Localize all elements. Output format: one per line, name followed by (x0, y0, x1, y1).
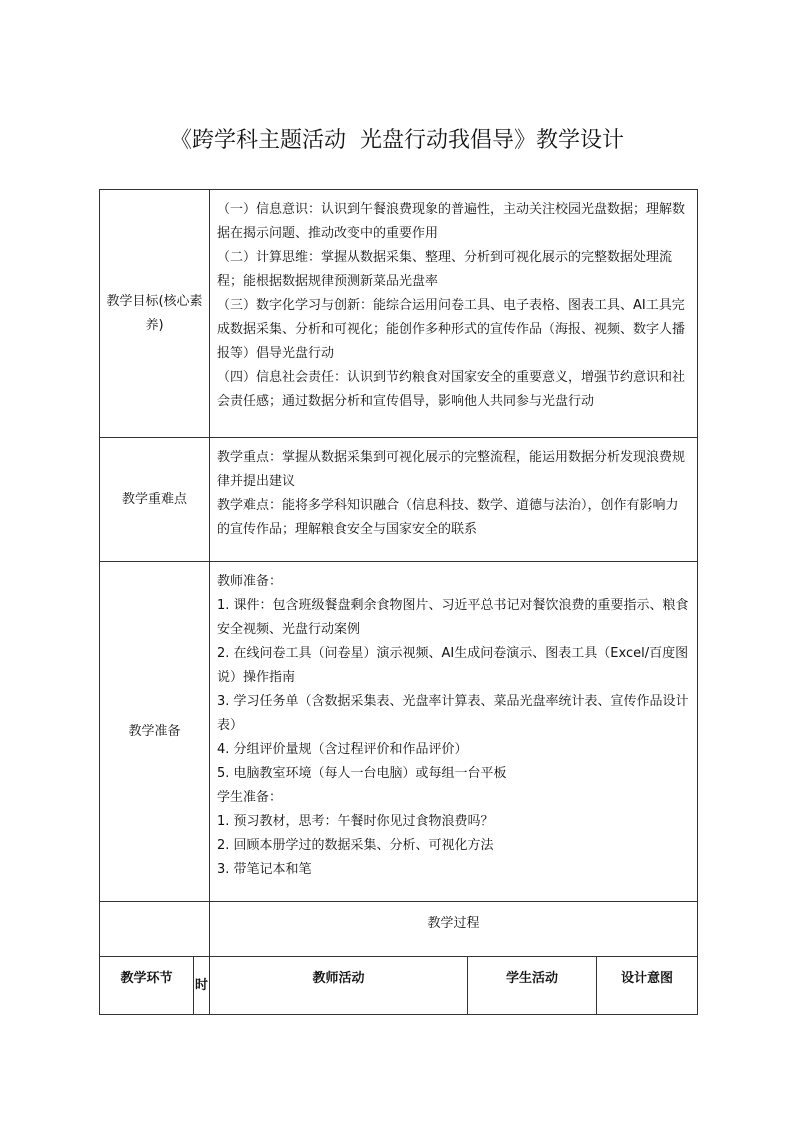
prep-line: 1. 课件：包含班级餐盘剩余食物图片、习近平总书记对餐饮浪费的重要指示、粮食安全视频、光盘行动案例 (217, 598, 689, 637)
header-student: 学生活动 (468, 957, 597, 1015)
lesson-design-table (99, 189, 698, 1015)
goal-line: （四）信息社会责任：认识到节约粮食对国家安全的重要意义，增强节约意识和社会责任感；通过数据分析和宣传倡导，影响他人共同参与光盘行动 (217, 370, 686, 409)
prep-line: 1. 预习教材，思考：午餐时你见过食物浪费吗？ (217, 814, 494, 829)
process-label: 教学过程 (210, 902, 698, 957)
preparation-label: 教学准备 (100, 562, 210, 902)
process-row (100, 902, 698, 957)
keypoints-content (210, 438, 698, 562)
goal-line: （三）数字化学习与创新：能综合运用问卷工具、电子表格、图表工具、AI工具完成数据采集、分析和可视化；能创作多种形式的宣传作品（海报、视频、数字人播报等）倡导光盘行动 (217, 298, 686, 361)
keypoints-label: 教学重难点 (100, 438, 210, 562)
goals-content (210, 190, 698, 438)
process-header-row (100, 957, 698, 1015)
keypoint-line: 教学重点：掌握从数据采集到可视化展示的完整流程，能运用数据分析发现浪费规律并提出建议 (217, 450, 686, 489)
document-title: 《跨学科主题活动 光盘行动我倡导》教学设计 (170, 128, 624, 153)
prep-line: 教师准备： (217, 574, 283, 589)
keypoints-row (100, 438, 698, 562)
preparation-row (100, 562, 698, 902)
goals-label: 教学目标(核心素养) (100, 190, 210, 438)
goal-line: （二）计算思维：掌握从数据采集、整理、分析到可视化展示的完整数据处理流程；能根据数据规律预测新菜品光盘率 (217, 250, 673, 289)
prep-line: 3. 带笔记本和笔 (217, 862, 312, 877)
goal-line: （一）信息意识：认识到午餐浪费现象的普遍性，主动关注校园光盘数据；理解数据在揭示问题、推动改变中的重要作用 (217, 202, 686, 241)
goals-row (100, 190, 698, 438)
process-empty-cell (100, 902, 210, 957)
prep-line: 2. 在线问卷工具（问卷星）演示视频、AI生成问卷演示、图表工具（Excel/百度图说）操作指南 (217, 646, 689, 685)
header-stage: 教学环节 (100, 957, 194, 1015)
prep-line: 2. 回顾本册学过的数据采集、分析、可视化方法 (217, 838, 494, 853)
prep-line: 5. 电脑教室环境（每人一台电脑）或每组一台平板 (217, 766, 507, 781)
prep-line: 4. 分组评价量规（含过程评价和作品评价） (217, 742, 468, 757)
prep-line: 学生准备： (217, 790, 283, 805)
header-time: 时 (194, 957, 210, 1015)
keypoint-line: 教学难点：能将多学科知识融合（信息科技、数学、道德与法治），创作有影响力的宣传作品；理解粮食安全与国家安全的联系 (217, 498, 679, 537)
header-teacher: 教师活动 (210, 957, 468, 1015)
preparation-content (210, 562, 698, 902)
prep-line: 3. 学习任务单（含数据采集表、光盘率计算表、菜品光盘率统计表、宣传作品设计表） (217, 694, 689, 733)
header-intent: 设计意图 (597, 957, 698, 1015)
